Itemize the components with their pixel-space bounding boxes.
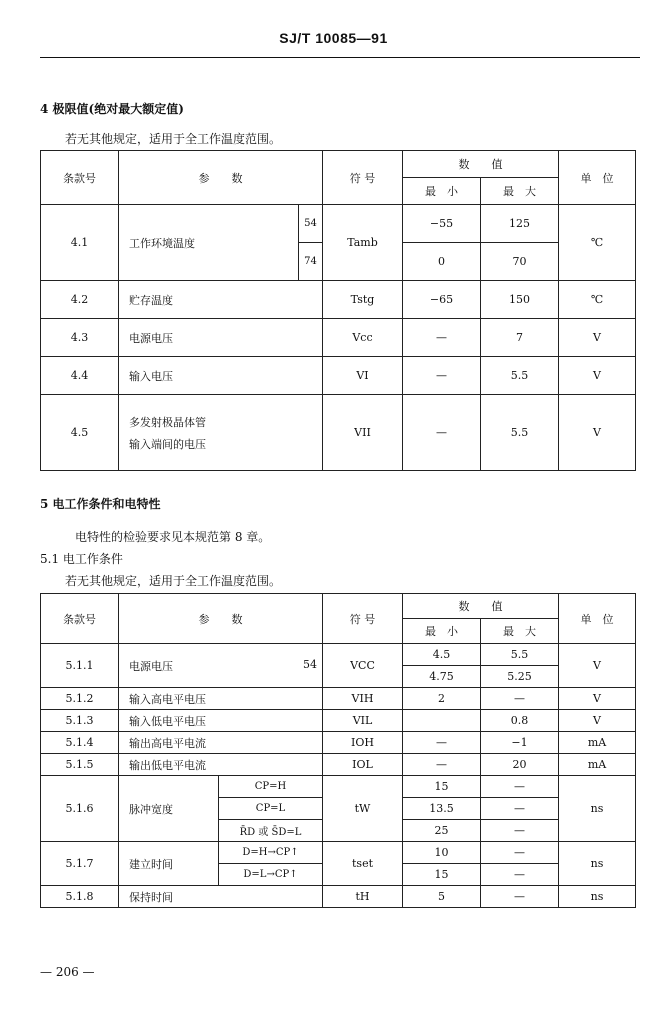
row-min: 2 [403,688,481,710]
row-symbol: tH [323,886,403,908]
row-max: 5.25 [481,666,559,688]
row-no: 4.2 [41,281,119,319]
row-no: 5.1.6 [41,776,119,842]
section4-note: 若无其他规定，适用于全工作温度范围。 [65,132,282,146]
row-max: — [481,798,559,820]
col-header-max: 最 大 [481,178,559,205]
row-symbol: IOL [323,754,403,776]
row-min: 0 [403,243,481,281]
col-header-max: 最 大 [481,619,559,644]
row-sub: 54 [303,657,317,671]
section5-subtitle: 5.1 电工作条件 [40,552,123,566]
row-min: 15 [403,864,481,886]
row-param: 输入电压 [119,357,323,395]
section5-note2: 若无其他规定，适用于全工作温度范围。 [65,574,282,588]
row-max: 125 [481,205,559,243]
section5-title: 5 电工作条件和电特性 [40,497,161,511]
section5-note1: 电特性的检验要求见本规范第 8 章。 [75,530,271,544]
row-unit: mA [559,732,636,754]
row-max: — [481,864,559,886]
header-rule [40,57,640,58]
row-no: 4.1 [41,205,119,281]
row-symbol: Vcc [323,319,403,357]
limits-table [40,150,636,471]
row-symbol: Tamb [323,205,403,281]
row-min: 25 [403,820,481,842]
row-param: 输出低电平电流 [119,754,323,776]
row-max: 5.5 [481,357,559,395]
row-max: — [481,688,559,710]
row-min [403,710,481,732]
row-unit: V [559,710,636,732]
col-header-param: 参 数 [119,594,323,644]
row-max: 5.5 [481,395,559,471]
row-min: — [403,754,481,776]
row-unit: mA [559,754,636,776]
col-header-value: 数 值 [403,594,559,619]
row-max: — [481,842,559,864]
page-number: — 206 — [40,965,95,979]
col-header-symbol: 符 号 [323,594,403,644]
row-unit: V [559,688,636,710]
row-param: 保持时间 [119,886,323,908]
row-min: 5 [403,886,481,908]
row-max: 5.5 [481,644,559,666]
row-max: — [481,820,559,842]
row-sub: 54 [299,205,323,243]
row-max: — [481,776,559,798]
row-param-label: 电源电压 [129,659,173,673]
section4-title: 4 极限值(绝对最大额定值) [40,102,184,116]
row-min: 4.75 [403,666,481,688]
col-header-symbol: 符 号 [323,151,403,205]
row-unit: V [559,357,636,395]
row-min: — [403,357,481,395]
row-max: 7 [481,319,559,357]
row-param: 工作环境温度 [119,205,299,281]
row-max: 20 [481,754,559,776]
row-cond: CP=L [219,798,323,820]
row-max: — [481,886,559,908]
row-cond: D=L→CP↑ [219,864,323,886]
row-symbol: VII [323,395,403,471]
row-max: −1 [481,732,559,754]
row-symbol: VCC [323,644,403,688]
row-no: 5.1.3 [41,710,119,732]
row-no: 5.1.8 [41,886,119,908]
row-symbol: tW [323,776,403,842]
conditions-table [40,593,636,908]
row-param: 脉冲宽度 [119,776,219,842]
row-param: 输入高电平电压 [119,688,323,710]
row-cond: CP=H [219,776,323,798]
col-header-param: 参 数 [119,151,323,205]
row-min: — [403,732,481,754]
col-header-value: 数 值 [403,151,559,178]
row-no: 4.5 [41,395,119,471]
row-param: 电源电压 [119,319,323,357]
row-unit: ns [559,886,636,908]
row-symbol: Tstg [323,281,403,319]
row-min: — [403,395,481,471]
row-unit: V [559,644,636,688]
row-cond: D=H→CP↑ [219,842,323,864]
row-max: 70 [481,243,559,281]
row-no: 5.1.5 [41,754,119,776]
row-unit: V [559,395,636,471]
row-max: 0.8 [481,710,559,732]
row-no: 5.1.1 [41,644,119,688]
row-param: 贮存温度 [119,281,323,319]
row-no: 4.4 [41,357,119,395]
row-symbol: VIL [323,710,403,732]
row-symbol: tset [323,842,403,886]
row-param [119,644,323,688]
row-unit: ℃ [559,205,636,281]
row-sub: 74 [299,243,323,281]
row-min: −55 [403,205,481,243]
row-unit: ℃ [559,281,636,319]
col-header-min: 最 小 [403,178,481,205]
row-min: −65 [403,281,481,319]
row-min: — [403,319,481,357]
row-no: 5.1.2 [41,688,119,710]
row-min: 13.5 [403,798,481,820]
col-header-min: 最 小 [403,619,481,644]
col-header-unit: 单 位 [559,151,636,205]
row-param: 建立时间 [119,842,219,886]
col-header-unit: 单 位 [559,594,636,644]
row-symbol: VIH [323,688,403,710]
row-max: 150 [481,281,559,319]
row-param-line: 输入端间的电压 [129,437,206,451]
col-header-no: 条款号 [41,594,119,644]
row-symbol: VI [323,357,403,395]
standard-header: SJ/T 10085—91 [279,30,388,46]
row-no: 5.1.7 [41,842,119,886]
row-min: 15 [403,776,481,798]
col-header-no: 条款号 [41,151,119,205]
row-param: 输入低电平电压 [119,710,323,732]
row-min: 4.5 [403,644,481,666]
row-param [119,395,323,471]
row-no: 5.1.4 [41,732,119,754]
row-unit: ns [559,776,636,842]
row-unit: ns [559,842,636,886]
row-unit: V [559,319,636,357]
row-param-line: 多发射极晶体管 [129,415,206,429]
row-no: 4.3 [41,319,119,357]
row-cond: R̄D 或 S̄D=L [219,820,323,842]
row-symbol: IOH [323,732,403,754]
row-param: 输出高电平电流 [119,732,323,754]
row-min: 10 [403,842,481,864]
